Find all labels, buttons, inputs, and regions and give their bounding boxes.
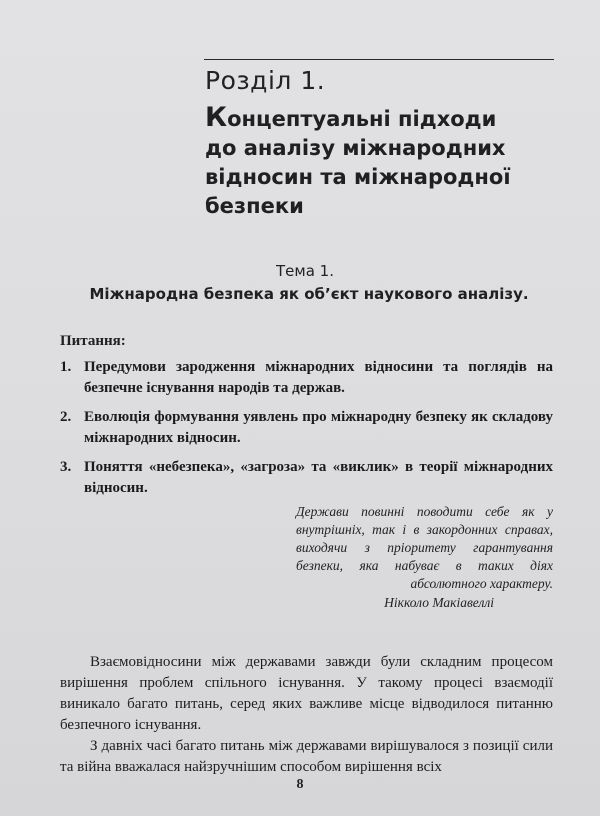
section-label: Розділ 1.	[205, 66, 326, 95]
chapter-title-line-3: відносин та міжнародної	[205, 165, 511, 189]
chapter-title-line-2: до аналізу міжнародних	[205, 136, 506, 160]
topic-label: Тема 1.	[276, 262, 334, 280]
question-item	[60, 457, 553, 499]
questions-heading: Питання:	[60, 333, 126, 349]
chapter-title-line-1: Концептуальні підходи	[205, 102, 497, 133]
question-number: 1.	[60, 359, 72, 375]
questions-list	[60, 357, 553, 507]
question-number: 3.	[60, 459, 72, 475]
chapter-title	[205, 103, 565, 221]
question-item	[60, 357, 553, 399]
question-number: 2.	[60, 409, 72, 425]
topic-title: Міжнародна безпека як об’єкт наукового аналізу.	[89, 285, 529, 303]
body-paragraph: З давніх часі багато питань між державами вирішувалося з позиції сили та війна вважалася найзручнішим способом вирішення всіх	[60, 738, 553, 775]
question-text: Поняття «небезпека», «загроза» та «виклик» в теорії міжнародних відносин.	[84, 459, 553, 496]
body-text	[60, 652, 553, 778]
page-number: 8	[296, 777, 304, 792]
header-rule	[204, 59, 554, 60]
question-text: Еволюція формування уявлень про міжнародну безпеку як складову міжнародних відносин.	[84, 409, 553, 446]
question-text: Передумови зародження міжнародних відносини та поглядів на безпечне існування народів та держав.	[84, 359, 553, 396]
question-item	[60, 407, 553, 449]
epigraph-author: Нікколо Макіавеллі	[384, 595, 494, 610]
body-paragraph: Взаємовідносини між державами завжди були складним процесом вирішення проблем спільного існування. У такому процесі взаємодії виникало багато питань, серед яких важливе місце відводилося питанню безпечного існування.	[60, 654, 553, 733]
epigraph-quote: Держави повинні поводити себе як у внутрішніх, так і в закордонних справах, виходячи з пріоритету гарантування безпеки, яка набуває в таких діях абсолютного характеру.	[296, 504, 553, 591]
chapter-title-line-4: безпеки	[205, 194, 304, 218]
